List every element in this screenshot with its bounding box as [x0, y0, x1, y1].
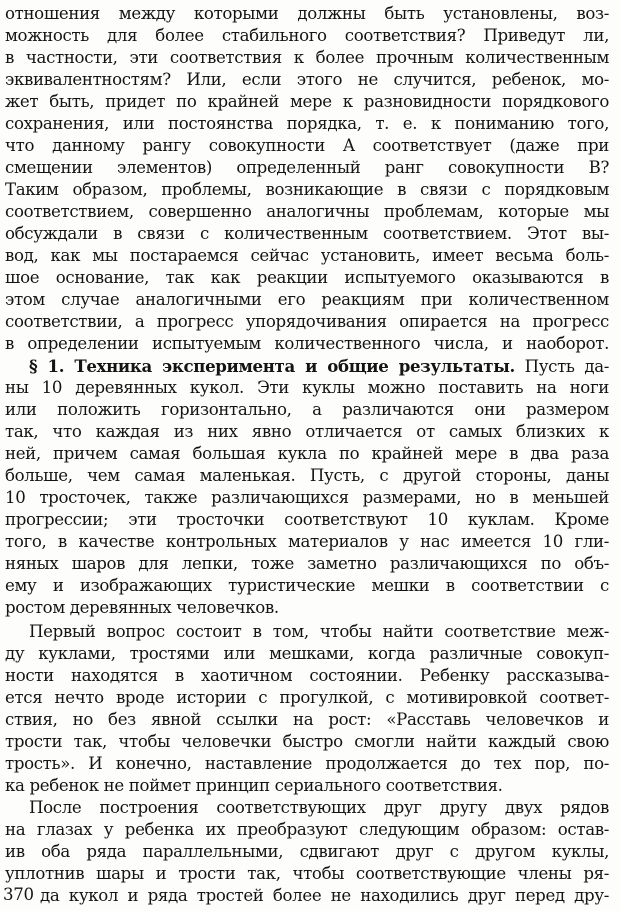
text-line: шое основание, так как реакции испытуемого оказываются в [5, 268, 609, 287]
text-line: ростом деревянных человечков. [5, 598, 279, 617]
text-line: этом случае аналогичными его реакциям при количественном [5, 290, 609, 309]
text-line: ствия, но без явной ссылки на рост: «Расставь человечков и [5, 710, 609, 729]
text-line: 10 тросточек, также различающихся размерами, но в меньшей [5, 488, 609, 507]
text-line: уплотнив шары и трости так, чтобы соответствующие члены ря- [5, 864, 609, 883]
text-line: ней, причем самая большая кукла по крайней мере в два раза [5, 444, 609, 463]
text-line: Пусть да- [514, 357, 609, 376]
text-line: так, что каждая из них явно отличается от самых близких к [5, 422, 609, 441]
text-line: трости так, чтобы человечки быстро смогли найти каждый свою [5, 732, 609, 751]
text-line: сохранения, или постоянства порядка, т. е. к пониманию того, [5, 114, 609, 133]
text-line: смещении элементов) определенный ранг совокупности B? [5, 158, 609, 177]
text-line: на глазах у ребенка их преобразуют следующим образом: остав- [5, 820, 609, 839]
section-heading-line [29, 355, 609, 377]
text-line: в частности, эти соответствия к более прочным количественным [5, 48, 609, 67]
text-line: можность для более стабильного соответствия? Приведут ли, [5, 26, 609, 45]
text-line: эквивалентностям? Или, если этого не случится, ребенок, мо- [5, 70, 609, 89]
text-line: ка ребенок не поймет принцип сериального соответствия. [5, 776, 503, 795]
text-line: ется нечто вроде истории с прогулкой, с мотивировкой соответ- [5, 688, 609, 707]
text-line: ив оба ряда параллельными, сдвигают друг с другом куклы, [5, 842, 609, 861]
text-line: соответствии, а прогресс упорядочивания опирается на прогресс [5, 312, 609, 331]
text-line: ду куклами, тростями или мешками, когда различные совокуп- [5, 644, 609, 663]
text-line: того, в качестве контрольных материалов у нас имеется 10 гли- [5, 532, 609, 551]
section-heading: § 1. Техника эксперимента и общие результаты. [29, 356, 515, 376]
text-line: трость». И конечно, наставление продолжается до тех пор, по- [5, 754, 609, 773]
text-line: в определении испытуемым количественного числа, и наоборот. [5, 334, 609, 353]
text-line: После построения соответствующих друг другу двух рядов [29, 798, 609, 817]
text-line: ности находятся в хаотичном состоянии. Ребенку рассказыва- [5, 666, 609, 685]
text-line: обсуждали в связи с количественным соответствием. Этот вы- [5, 224, 609, 243]
text-line: или положить горизонтально, а различаются они размером [5, 400, 609, 419]
text-line: няных шаров для лепки, тоже заметно различающихся по объ- [5, 554, 609, 573]
text-line: жет быть, придет по крайней мере к разновидности порядкового [5, 92, 609, 111]
text-line: соответствием, совершенно аналогичны проблемам, которые мы [5, 202, 609, 221]
text-line: ны 10 деревянных кукол. Эти куклы можно поставить на ноги [5, 378, 609, 397]
text-line: что данному рангу совокупности A соответствует (даже при [5, 136, 609, 155]
page-number: 370 [3, 885, 34, 904]
text-line: прогрессии; эти тросточки соответствуют 10 куклам. Кроме [5, 510, 609, 529]
text-line: Первый вопрос состоит в том, чтобы найти соответствие меж- [29, 622, 609, 641]
text-line: отношения между которыми должны быть установлены, воз- [5, 4, 609, 23]
text-line: Таким образом, проблемы, возникающие в связи с порядковым [5, 180, 609, 199]
text-line: вод, как мы постараемся сейчас установить, имеет весьма боль- [5, 246, 609, 265]
text-line: ему и изображающих туристические мешки в соответствии с [5, 576, 609, 595]
text-line: да кукол и ряда тростей более не находились друг перед дру- [40, 886, 609, 905]
text-line: больше, чем самая маленькая. Пусть, с другой стороны, даны [5, 466, 609, 485]
